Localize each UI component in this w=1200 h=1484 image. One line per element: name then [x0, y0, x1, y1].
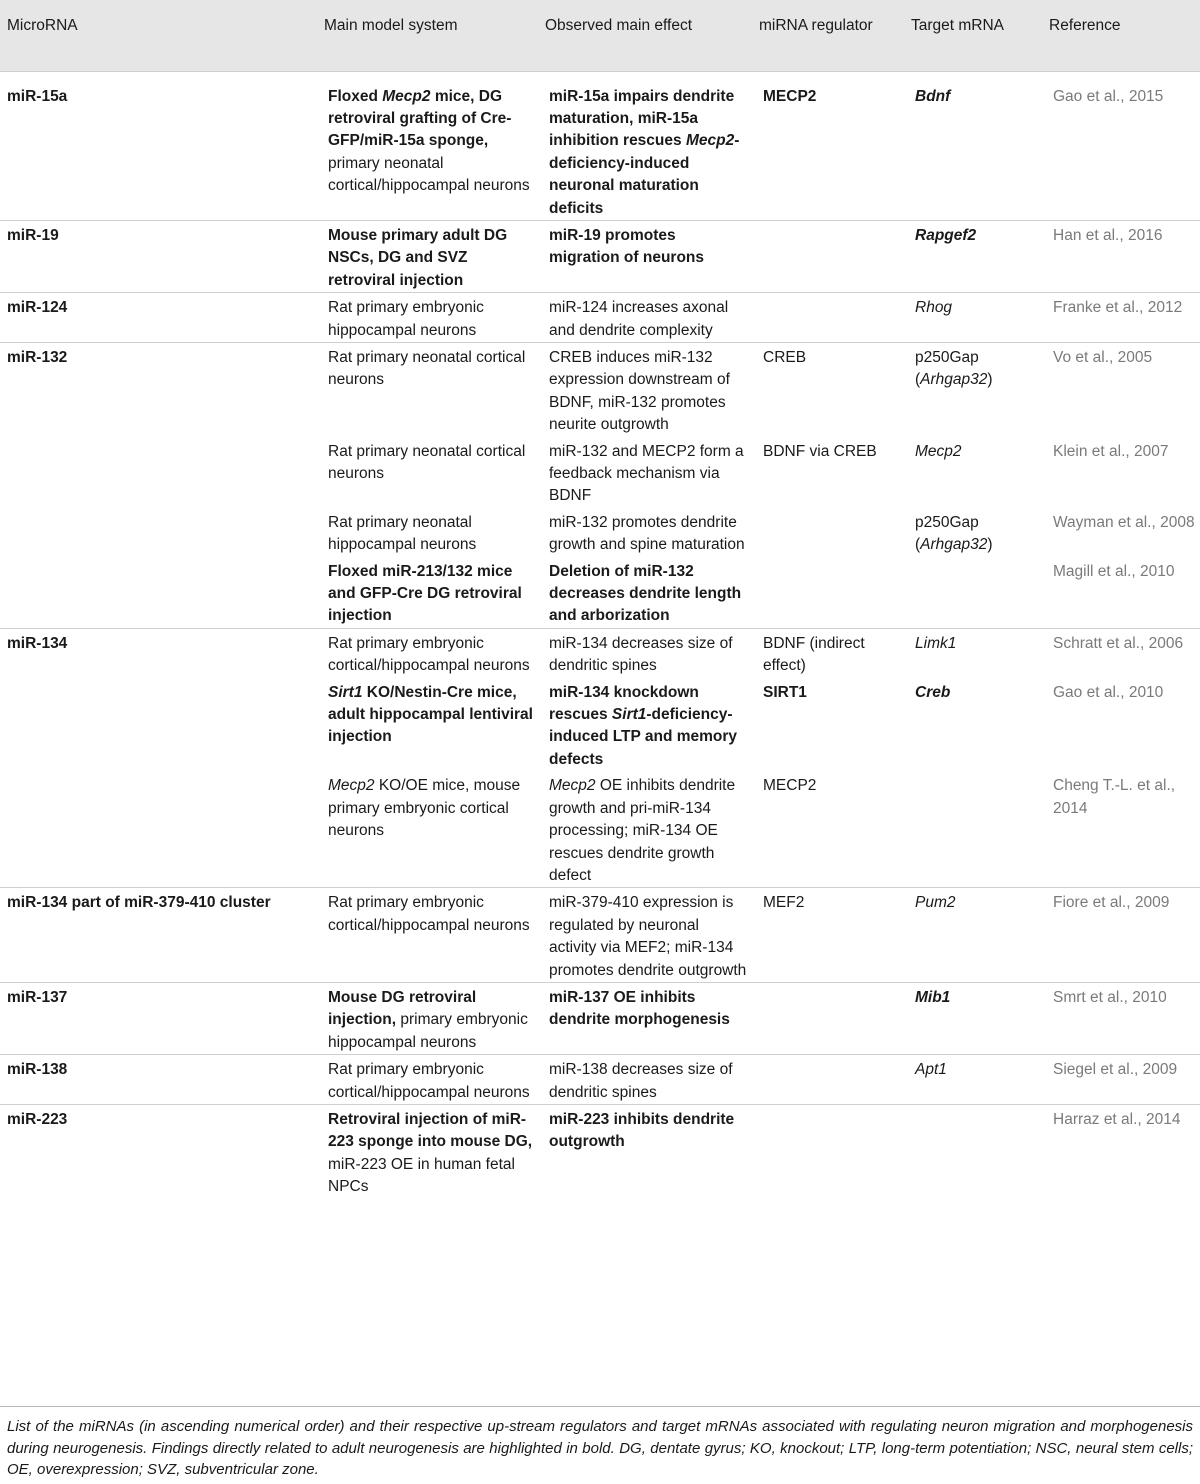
cell-target-mrna: [905, 771, 1043, 888]
cell-reference: Schratt et al., 2006: [1043, 628, 1200, 677]
cell-target-mrna: Bdnf: [905, 71, 1043, 220]
cell-regulator: BDNF via CREB: [763, 442, 877, 460]
table-footnote: List of the miRNAs (in ascending numerical order) and their respective up-stream regulators and target mRNAs associated with regulating neuron migration and morphogenesis during neurogenesis. Findings directly related to adult neurogenesis are highlighted in bold. DG, dentate gyrus; KO, knockout; LTP, long-term potentiation; NSC, neural stem cells; OE, overexpression; SVZ, subventricular zone.: [0, 1406, 1200, 1481]
cell-model-system: Mouse primary adult DG NSCs, DG and SVZ retroviral injection: [318, 220, 539, 292]
cell-regulator: [753, 557, 905, 629]
cell-model-system: Rat primary embryonic cortical/hippocampal neurons: [318, 628, 539, 677]
header-row: [0, 0, 1200, 71]
header-target-mrna: Target mRNA: [905, 0, 1043, 71]
cell-reference: Klein et al., 2007: [1053, 442, 1169, 460]
cell-microrna: miR-124: [0, 293, 318, 343]
cell-target-mrna: Creb: [915, 683, 951, 701]
cell-model-system: Sirt1 KO/Nestin-Cre mice, adult hippocampal lentiviral injection: [328, 683, 533, 746]
cell-reference: Fiore et al., 2009: [1043, 888, 1200, 983]
cell-regulator: [753, 508, 905, 557]
cell-observed-effect: miR-223 inhibits dendrite outgrowth: [539, 1104, 753, 1198]
cell-microrna: miR-134: [0, 628, 318, 677]
cell-microrna: miR-138: [0, 1055, 318, 1105]
cell-microrna: miR-223: [0, 1104, 318, 1198]
cell-target-mrna: Rhog: [905, 293, 1043, 343]
cell-regulator: [753, 982, 905, 1054]
cell-observed-effect: miR-134 knockdown rescues Sirt1-deficiency-induced LTP and memory defects: [549, 683, 738, 768]
cell-target-mrna: Pum2: [905, 888, 1043, 983]
cell-model-system: Floxed Mecp2 mice, DG retroviral grafting of Cre-GFP/miR-15a sponge, primary neonatal cortical/hippocampal neurons: [318, 71, 539, 220]
cell-reference: Gao et al., 2010: [1053, 683, 1164, 701]
cell-regulator: BDNF (indirect effect): [753, 628, 905, 677]
cell-observed-effect: miR-19 promotes migration of neurons: [539, 220, 753, 292]
cell-microrna: miR-19: [0, 220, 318, 292]
cell-target-mrna: [905, 1104, 1043, 1198]
table-header: [0, 0, 1200, 71]
table-row: [0, 557, 1200, 629]
table-row: [0, 437, 1200, 508]
cell-microrna: [0, 557, 318, 629]
table-row: [0, 678, 1200, 772]
cell-reference: Han et al., 2016: [1043, 220, 1200, 292]
cell-reference: Franke et al., 2012: [1043, 293, 1200, 343]
header-mirna-regulator: miRNA regulator: [753, 0, 905, 71]
cell-observed-effect: miR-132 promotes dendrite growth and spine maturation: [549, 513, 745, 554]
cell-observed-effect: miR-134 decreases size of dendritic spines: [539, 628, 753, 677]
cell-regulator: MECP2: [753, 71, 905, 220]
cell-observed-effect: miR-132 and MECP2 form a feedback mechanism via BDNF: [549, 442, 744, 505]
cell-regulator: [753, 1104, 905, 1198]
table-row: [0, 982, 1200, 1054]
cell-model-system: Mouse DG retroviral injection, primary embryonic hippocampal neurons: [318, 982, 539, 1054]
table-row: [0, 220, 1200, 292]
cell-microrna: miR-15a: [0, 71, 318, 220]
cell-microrna: [0, 508, 318, 557]
header-main-model-system: Main model system: [318, 0, 539, 71]
cell-regulator: [753, 1055, 905, 1105]
cell-model-system: Rat primary neonatal cortical neurons: [328, 442, 526, 482]
table-row: [0, 293, 1200, 343]
cell-target-mrna: Rapgef2: [905, 220, 1043, 292]
header-reference: Reference: [1043, 0, 1200, 71]
cell-reference: Cheng T.-L. et al., 2014: [1053, 777, 1176, 817]
cell-target-mrna: Apt1: [905, 1055, 1043, 1105]
table-body: [0, 71, 1200, 1199]
cell-microrna: [0, 437, 318, 508]
cell-observed-effect: miR-379-410 expression is regulated by neuronal activity via MEF2; miR-134 promotes dendrite outgrowth: [539, 888, 753, 983]
cell-microrna: [0, 678, 318, 772]
header-observed-main-effect: Observed main effect: [539, 0, 753, 71]
table-row: [0, 771, 1200, 888]
cell-regulator: [753, 293, 905, 343]
cell-regulator: MECP2: [763, 777, 817, 795]
cell-model-system: Rat primary neonatal cortical neurons: [318, 342, 539, 436]
cell-reference: Smrt et al., 2010: [1043, 982, 1200, 1054]
cell-model-system: Mecp2 KO/OE mice, mouse primary embryonic cortical neurons: [328, 777, 521, 840]
cell-target-mrna: p250Gap (Arhgap32): [915, 513, 993, 554]
cell-model-system: Floxed miR-213/132 mice and GFP-Cre DG retroviral injection: [328, 562, 522, 625]
table-row: [0, 888, 1200, 983]
cell-reference: Harraz et al., 2014: [1043, 1104, 1200, 1198]
cell-reference: Magill et al., 2010: [1053, 562, 1175, 580]
cell-microrna: [0, 771, 318, 888]
cell-observed-effect: miR-124 increases axonal and dendrite complexity: [539, 293, 753, 343]
header-microrna: MicroRNA: [0, 0, 318, 71]
cell-microrna: miR-137: [0, 982, 318, 1054]
table-row: [0, 1055, 1200, 1105]
table-row: [0, 628, 1200, 677]
cell-microrna: miR-132: [0, 342, 318, 436]
table-row: [0, 508, 1200, 557]
table-row: [0, 1104, 1200, 1198]
cell-regulator: CREB: [753, 342, 905, 436]
cell-model-system: Rat primary neonatal hippocampal neurons: [328, 513, 477, 554]
cell-target-mrna: Limk1: [905, 628, 1043, 677]
cell-model-system: Rat primary embryonic cortical/hippocampal neurons: [318, 1055, 539, 1105]
cell-target-mrna: Mib1: [905, 982, 1043, 1054]
cell-regulator: MEF2: [753, 888, 905, 983]
cell-reference: Wayman et al., 2008: [1053, 513, 1195, 531]
cell-model-system: Retroviral injection of miR-223 sponge into mouse DG, miR-223 OE in human fetal NPCs: [318, 1104, 539, 1198]
cell-target-mrna: p250Gap (Arhgap32): [905, 342, 1043, 436]
cell-reference: Siegel et al., 2009: [1043, 1055, 1200, 1105]
cell-model-system: Rat primary embryonic cortical/hippocampal neurons: [318, 888, 539, 983]
cell-reference: Gao et al., 2015: [1043, 71, 1200, 220]
cell-target-mrna: Mecp2: [915, 442, 962, 460]
cell-regulator: [753, 220, 905, 292]
table-row: [0, 71, 1200, 220]
cell-observed-effect: Mecp2 OE inhibits dendrite growth and pri-miR-134 processing; miR-134 OE rescues dendrite growth defect: [549, 777, 736, 884]
cell-observed-effect: miR-15a impairs dendrite maturation, miR-15a inhibition rescues Mecp2-deficiency-induced neuronal maturation deficits: [539, 71, 753, 220]
cell-target-mrna: [905, 557, 1043, 629]
cell-observed-effect: CREB induces miR-132 expression downstream of BDNF, miR-132 promotes neurite outgrowth: [539, 342, 753, 436]
cell-observed-effect: miR-138 decreases size of dendritic spines: [539, 1055, 753, 1105]
cell-model-system: Rat primary embryonic hippocampal neurons: [318, 293, 539, 343]
table-row: [0, 342, 1200, 436]
cell-observed-effect: Deletion of miR-132 decreases dendrite length and arborization: [549, 562, 742, 625]
cell-reference: Vo et al., 2005: [1043, 342, 1200, 436]
cell-observed-effect: miR-137 OE inhibits dendrite morphogenesis: [539, 982, 753, 1054]
cell-regulator: SIRT1: [763, 683, 807, 701]
cell-microrna: miR-134 part of miR-379-410 cluster: [0, 888, 318, 983]
